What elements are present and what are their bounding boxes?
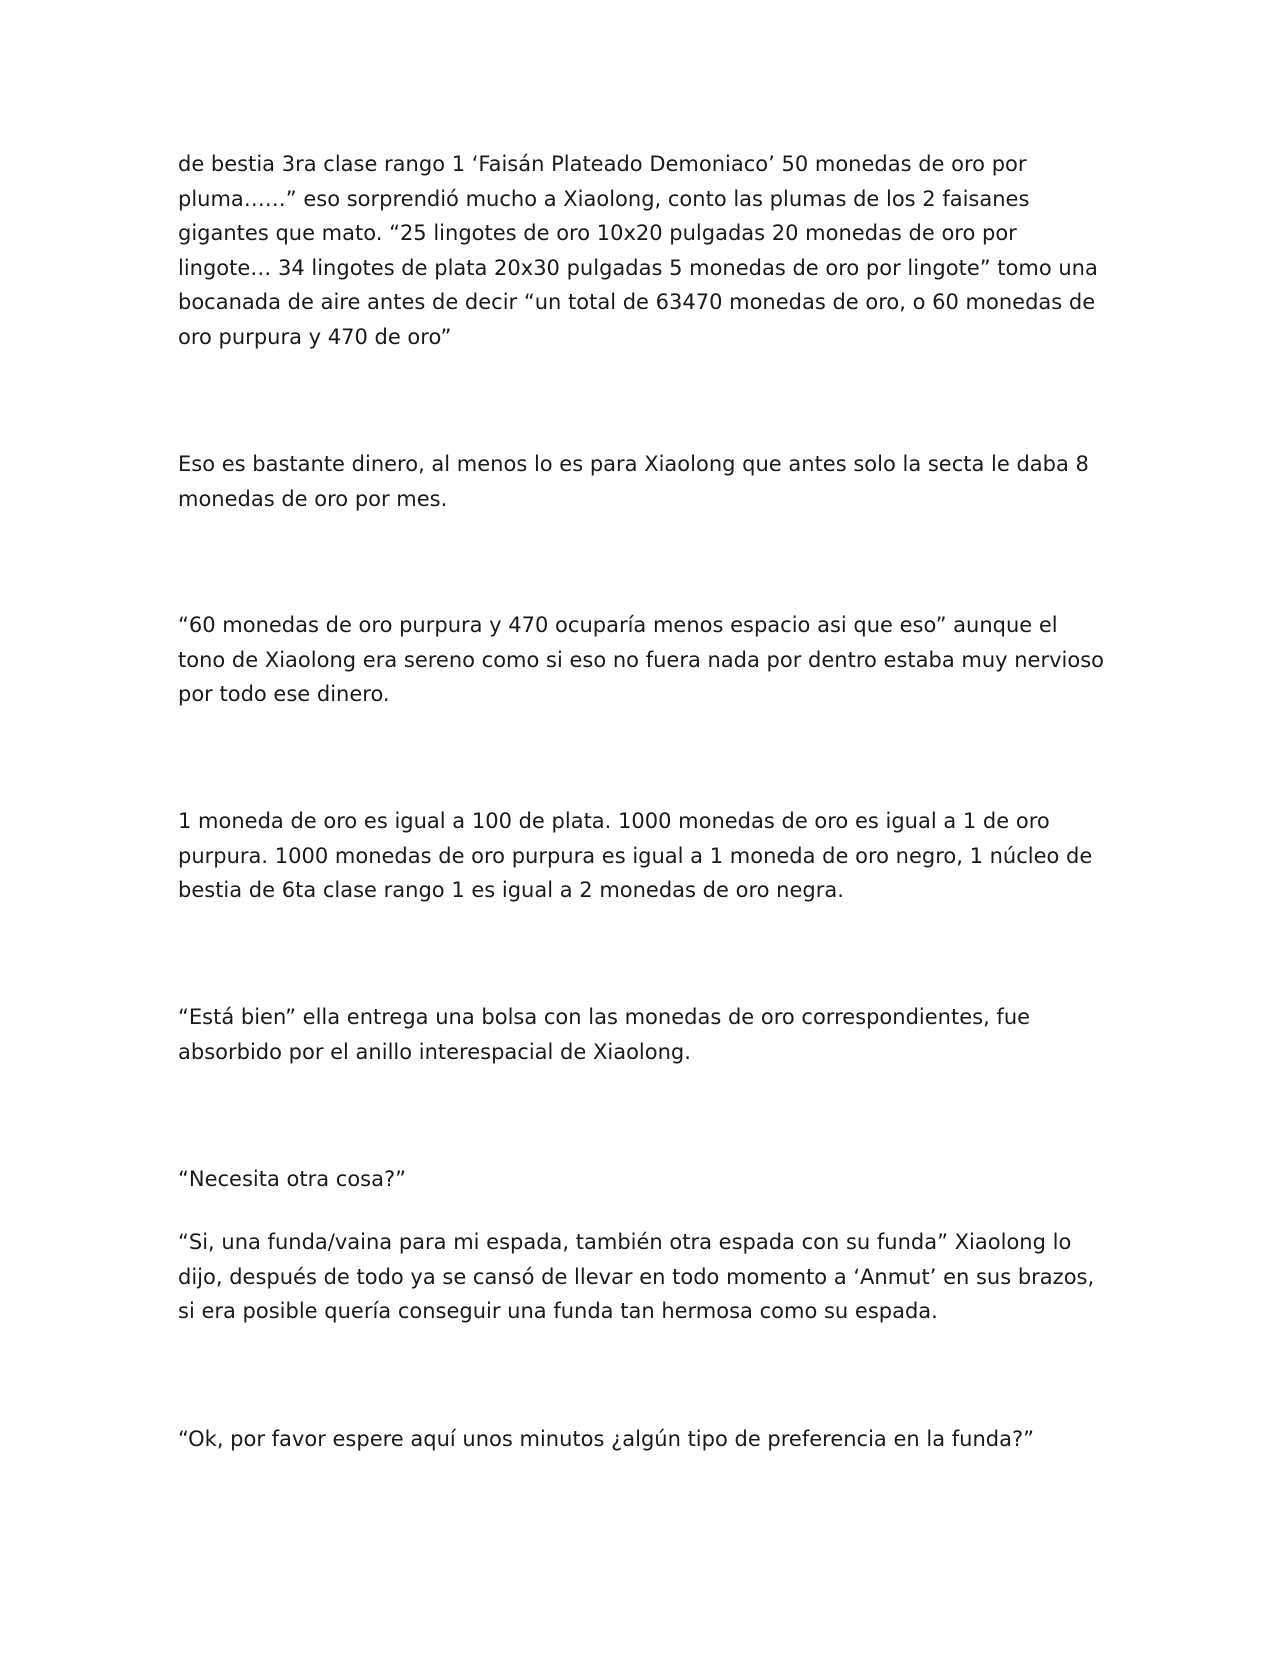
paragraph: “Está bien” ella entrega una bolsa con las monedas de oro correspondientes, fue absorbido por el anillo interespacial de Xiaolong. [178, 1005, 1031, 1064]
paragraph: Eso es bastante dinero, al menos lo es para Xiaolong que antes solo la secta le daba 8 monedas de oro por mes. [178, 452, 1089, 511]
paragraph: “Si, una funda/vaina para mi espada, también otra espada con su funda” Xiaolong lo dijo, después de todo ya se cansó de llevar en todo momento a ‘Anmut’ en sus brazos, si era posible quería conseguir una funda tan hermosa como su espada. [178, 1230, 1095, 1323]
paragraph: “60 monedas de oro purpura y 470 ocuparía menos espacio asi que eso” aunque el tono de Xiaolong era sereno como si eso no fuera nada por dentro estaba muy nervioso por todo ese dinero. [178, 613, 1104, 706]
paragraph: de bestia 3ra clase rango 1 ‘Faisán Plateado Demoniaco’ 50 monedas de oro por pluma……” eso sorprendió mucho a Xiaolong, conto las plumas de los 2 faisanes gigantes que mato. “25 lingotes de oro 10x20 pulgadas 20 monedas de oro por lingote… 34 lingotes de plata 20x30 pulgadas 5 monedas de oro por lingote” tomo una bocanada de aire antes de decir “un total de 63470 monedas de oro, o 60 monedas de oro purpura y 470 de oro” [178, 152, 1098, 349]
paragraph: “Ok, por favor espere aquí unos minutos ¿algún tipo de preferencia en la funda?” [178, 1427, 1034, 1451]
paragraph: 1 moneda de oro es igual a 100 de plata. 1000 monedas de oro es igual a 1 de oro purpura. 1000 monedas de oro purpura es igual a 1 moneda de oro negro, 1 núcleo de bestia de 6ta clase rango 1 es igual a 2 monedas de oro negra. [178, 809, 1093, 902]
paragraph: “Necesita otra cosa?” [178, 1167, 407, 1191]
